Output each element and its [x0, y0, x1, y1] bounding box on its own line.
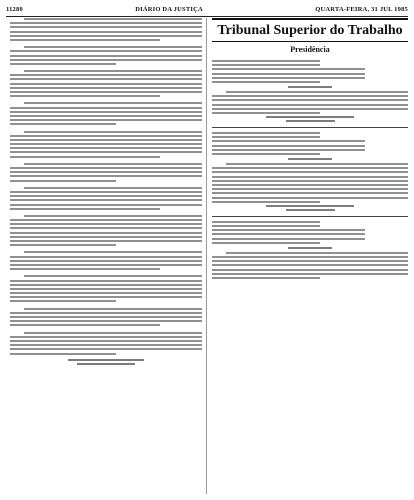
running-header: [6, 4, 408, 17]
right-column: [212, 18, 408, 281]
act-block: [212, 60, 408, 122]
publication-date: QUARTA-FEIRA, 31 JUL 1985: [315, 5, 408, 13]
left-column: [10, 18, 202, 367]
tribunal-banner: Tribunal Superior do Trabalho: [212, 18, 408, 42]
page-number: 11280: [6, 5, 23, 13]
signature-block: [10, 359, 202, 365]
section-separator: [212, 127, 408, 128]
act-block: [212, 221, 408, 279]
section-title: Presidência: [290, 45, 330, 54]
paragraph-block: [10, 18, 202, 355]
section-separator: [212, 216, 408, 217]
column-divider: [206, 18, 207, 494]
publication-name: DIÁRIO DA JUSTIÇA: [135, 5, 203, 13]
act-block: [212, 132, 408, 211]
